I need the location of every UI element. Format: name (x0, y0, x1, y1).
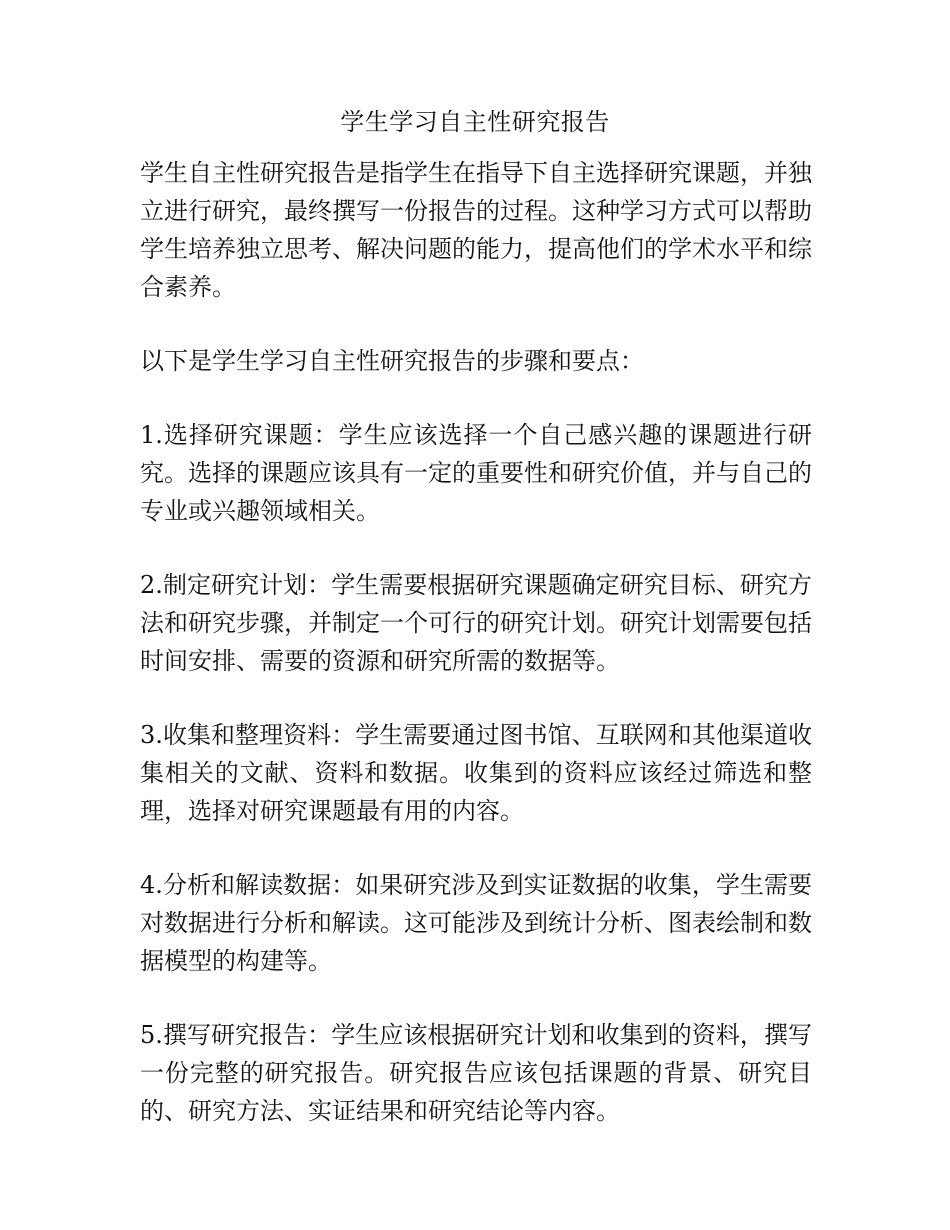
document-title: 学生学习自主性研究报告 (340, 108, 610, 136)
document-body (140, 154, 812, 1130)
step-4-paragraph: 4.分析和解读数据：如果研究涉及到实证数据的收集，学生需要对数据进行分析和解读。这可能涉及到统计分析、图表绘制和数据模型的构建等。 (140, 871, 812, 975)
step-1-paragraph: 1.选择研究课题：学生应该选择一个自己感兴趣的课题进行研究。选择的课题应该具有一定的重要性和研究价值，并与自己的专业或兴趣领域相关。 (140, 421, 812, 525)
intro-paragraph: 学生自主性研究报告是指学生在指导下自主选择研究课题，并独立进行研究，最终撰写一份报告的过程。这种学习方式可以帮助学生培养独立思考、解决问题的能力，提高他们的学术水平和综合素养。 (140, 159, 812, 301)
steps-intro-paragraph: 以下是学生学习自主性研究报告的步骤和要点： (140, 347, 644, 375)
step-3-paragraph: 3.收集和整理资料：学生需要通过图书馆、互联网和其他渠道收集相关的文献、资料和数据。收集到的资料应该经过筛选和整理，选择对研究课题最有用的内容。 (140, 721, 812, 825)
step-5-paragraph: 5.撰写研究报告：学生应该根据研究计划和收集到的资料，撰写一份完整的研究报告。研究报告应该包括课题的背景、研究目的、研究方法、实证结果和研究结论等内容。 (140, 1021, 812, 1125)
step-2-paragraph: 2.制定研究计划：学生需要根据研究课题确定研究目标、研究方法和研究步骤，并制定一个可行的研究计划。研究计划需要包括时间安排、需要的资源和研究所需的数据等。 (140, 571, 812, 675)
